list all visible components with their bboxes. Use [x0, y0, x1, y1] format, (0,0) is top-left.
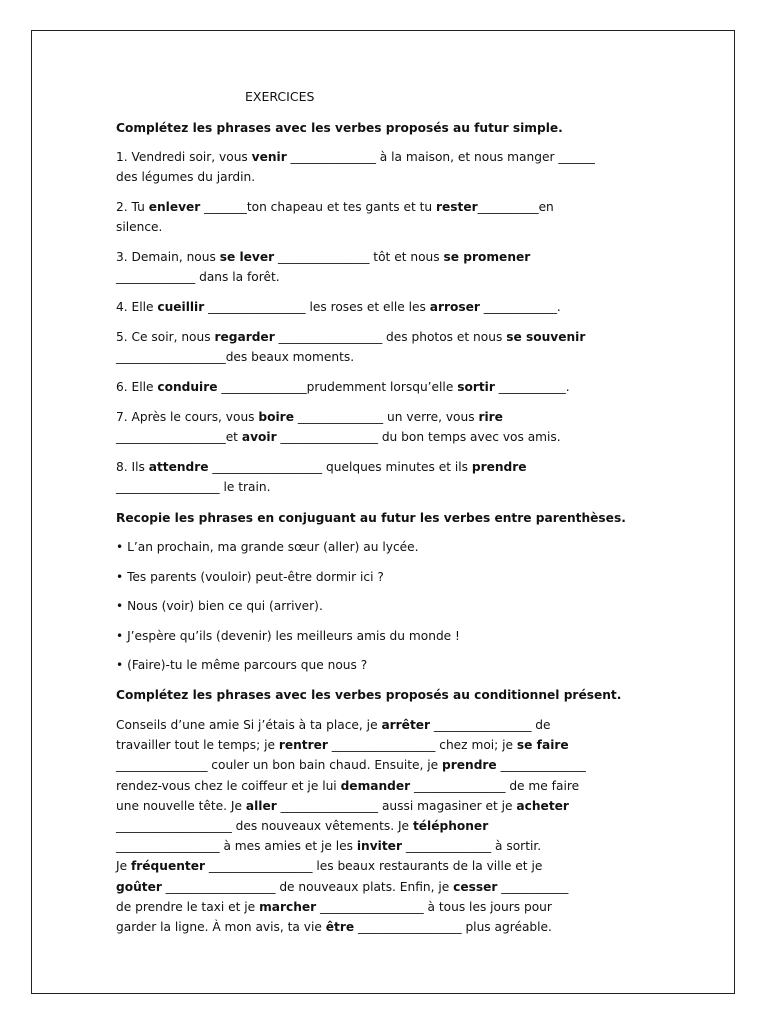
verb: être — [325, 920, 355, 934]
paragraph-line: Je fréquenter _________________ les beaux restaurants de la ville et je — [116, 859, 543, 874]
exercise-line: _____________ dans la forêt. — [116, 270, 280, 284]
exercise-line: 7. Après le cours, vous boire ______________ un verre, vous rire — [116, 410, 503, 424]
paragraph-line: de prendre le taxi et je marcher _________________ à tous les jours pour — [116, 899, 552, 914]
verb: se souvenir — [506, 330, 586, 344]
exercise-line: • Tes parents (vouloir) peut-être dormir ici ? — [116, 570, 384, 584]
verb: arrêter — [381, 718, 431, 732]
verb: venir — [251, 150, 287, 164]
verb: rire — [478, 410, 503, 424]
exercise-line: _________________ le train. — [116, 480, 271, 494]
verb: fréquenter — [130, 859, 205, 874]
verb: rentrer — [278, 738, 328, 753]
section-instruction: Recopie les phrases en conjuguant au futur les verbes entre parenthèses. — [116, 511, 626, 525]
verb: goûter — [116, 879, 162, 894]
verb: attendre — [148, 460, 209, 474]
verb: marcher — [259, 899, 317, 914]
paragraph-line: goûter __________________ de nouveaux plats. Enfin, je cesser ___________ — [116, 879, 569, 894]
section-instruction: Complétez les phrases avec les verbes proposés au futur simple. — [116, 121, 563, 135]
verb: enlever — [148, 200, 201, 214]
verb: prendre — [442, 758, 497, 773]
verb: rester — [435, 200, 478, 214]
paragraph-line: garder la ligne. À mon avis, ta vie être _________________ plus agréable. — [116, 920, 552, 934]
exercise-line: __________________des beaux moments. — [116, 350, 355, 364]
exercise-line: • L’an prochain, ma grande sœur (aller) au lycée. — [116, 540, 419, 554]
exercise-line: des légumes du jardin. — [116, 170, 256, 184]
verb: prendre — [471, 460, 527, 474]
exercise-line: 8. Ils attendre __________________ quelques minutes et ils prendre — [116, 460, 527, 474]
verb: regarder — [214, 330, 275, 344]
verb: cueillir — [157, 300, 205, 314]
exercise-line: 1. Vendredi soir, vous venir ______________ à la maison, et nous manger ______ — [116, 150, 595, 164]
verb: aller — [245, 798, 277, 813]
verb: boire — [258, 410, 294, 424]
verb: avoir — [241, 430, 277, 444]
verb: conduire — [157, 380, 218, 394]
exercise-line: 2. Tu enlever _______ton chapeau et tes gants et tu rester__________en — [116, 200, 554, 214]
verb: acheter — [516, 798, 569, 813]
paragraph-line: ___________________ des nouveaux vêtements. Je téléphoner — [116, 819, 489, 833]
page-title: EXERCICES — [245, 89, 315, 104]
section-instruction: Complétez les phrases avec les verbes proposés au conditionnel présent. — [116, 688, 622, 702]
exercise-line: silence. — [116, 220, 163, 234]
verb: sortir — [457, 380, 495, 394]
paragraph-line: _______________ couler un bon bain chaud. Ensuite, je prendre ______________ — [116, 758, 586, 773]
verb: se faire — [516, 738, 569, 753]
verb: demander — [340, 778, 411, 793]
verb: inviter — [356, 839, 402, 854]
verb: se lever — [219, 250, 275, 264]
exercise-line: 6. Elle conduire ______________prudemment lorsqu’elle sortir ___________. — [116, 380, 570, 394]
exercise-line: • J’espère qu’ils (devenir) les meilleurs amis du monde ! — [116, 629, 460, 643]
paragraph-line: rendez-vous chez le coiffeur et je lui demander _______________ de me faire — [116, 778, 580, 793]
exercise-line: • (Faire)-tu le même parcours que nous ? — [116, 658, 368, 672]
exercise-line: • Nous (voir) bien ce qui (arriver). — [116, 599, 323, 613]
exercise-line: 4. Elle cueillir ________________ les roses et elle les arroser ____________. — [116, 300, 561, 314]
paragraph-line: une nouvelle tête. Je aller ________________ aussi magasiner et je acheter — [116, 798, 569, 813]
exercise-line: 3. Demain, nous se lever _______________ tôt et nous se promener — [116, 250, 531, 264]
paragraph-line: Conseils d’une amie Si j’étais à ta place, je arrêter ________________ de — [116, 718, 551, 732]
paragraph-line: travailler tout le temps; je rentrer _________________ chez moi; je se faire — [116, 738, 569, 753]
verb: se promener — [443, 250, 531, 264]
exercise-line: 5. Ce soir, nous regarder _________________ des photos et nous se souvenir — [116, 330, 586, 344]
exercise-line: __________________et avoir ________________ du bon temps avec vos amis. — [116, 430, 561, 444]
verb: téléphoner — [412, 819, 489, 833]
verb: arroser — [429, 300, 480, 314]
verb: cesser — [453, 879, 498, 894]
paragraph-line: _________________ à mes amies et je les inviter ______________ à sortir. — [116, 839, 542, 854]
